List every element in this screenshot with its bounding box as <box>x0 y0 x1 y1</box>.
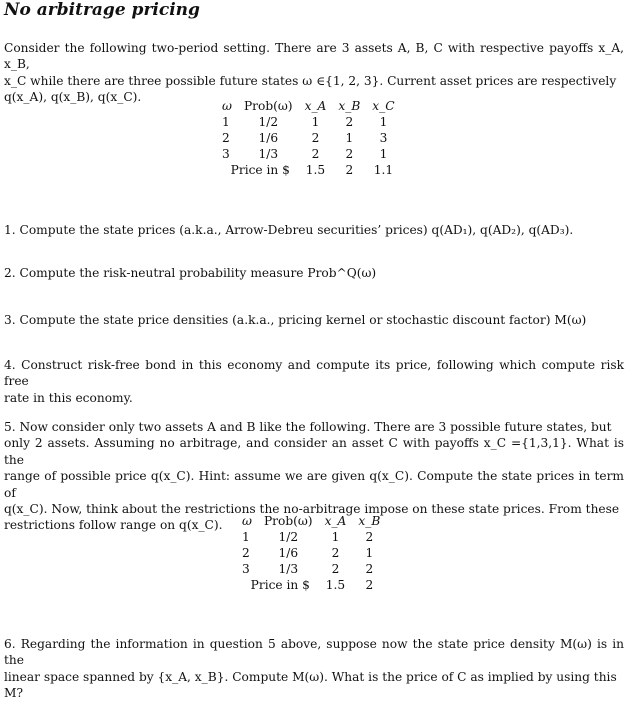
question-5-line: only 2 assets. Assuming no arbitrage, and consider an asset C with payoffs x_C ={1,3,1}. What is the <box>4 436 624 467</box>
table-row <box>242 545 386 561</box>
table-cell: 1 <box>345 131 354 145</box>
table-row <box>222 130 401 146</box>
intro-line-2: x_C while there are three possible future states ω ∈{1, 2, 3}. Current asset prices are respectively <box>4 73 617 88</box>
table-cell: 2 <box>311 131 320 145</box>
table2-header-xa: x_A <box>324 514 347 528</box>
question-6-line: M? <box>4 686 24 701</box>
table-cell: 2 <box>345 163 354 177</box>
table-cell: 2 <box>345 115 354 129</box>
question-4 <box>4 357 624 406</box>
table-row <box>222 114 401 130</box>
price-label: Price in $ <box>250 578 310 592</box>
table-cell: 2 <box>222 131 230 145</box>
table-cell: 3 <box>222 147 230 161</box>
question-2: 2. Compute the risk-neutral probability measure Prob^Q(ω) <box>4 266 377 280</box>
table-cell: 2 <box>365 562 374 576</box>
table-cell: 2 <box>331 546 340 560</box>
table-cell: 2 <box>331 562 340 576</box>
table-cell: 1.5 <box>325 578 346 592</box>
table1-header-xa: x_A <box>304 99 327 113</box>
table-cell: 1 <box>365 546 374 560</box>
table1-header-prob: Prob(ω) <box>243 99 293 113</box>
table-cell: 3 <box>242 562 250 576</box>
table-cell: 1.5 <box>305 163 326 177</box>
question-5-line: restrictions follow range on q(x_C). <box>4 518 223 533</box>
question-6-line: 6. Regarding the information in question 5 above, suppose now the state price density M(ω) is in the <box>4 637 624 668</box>
table-row <box>242 561 386 577</box>
intro-paragraph <box>4 40 624 106</box>
table-cell: 1/3 <box>258 147 279 161</box>
table-cell: 1 <box>379 115 388 129</box>
table-cell: 1 <box>242 530 250 544</box>
table2-header-prob: Prob(ω) <box>263 514 313 528</box>
question-6-line: linear space spanned by {x_A, x_B}. Compute M(ω). What is the price of C as implied by using this <box>4 669 617 684</box>
table-cell: 2 <box>345 147 354 161</box>
intro-line-3: q(x_A), q(x_B), q(x_C). <box>4 90 142 105</box>
payoff-table-1 <box>222 98 401 178</box>
table-cell: 1/2 <box>258 115 279 129</box>
table-cell: 1/3 <box>278 562 299 576</box>
question-5-line: 5. Now consider only two assets A and B like the following. There are 3 possible future states, but <box>4 420 612 434</box>
question-4-line: 4. Construct risk-free bond in this economy and compute its price, following which compute risk free <box>4 358 624 389</box>
table1-header-state: ω <box>222 99 232 113</box>
payoff-table-2 <box>242 513 386 593</box>
table-cell: 1/6 <box>258 131 279 145</box>
intro-line-1: Consider the following two-period setting. There are 3 assets A, B, C with respective payoffs x_A, x_B, <box>4 41 624 72</box>
table-cell: 2 <box>311 147 320 161</box>
table-cell: 1 <box>222 115 230 129</box>
table-price-row <box>222 162 401 178</box>
table1-header-xc: x_C <box>372 99 395 113</box>
question-5-line: q(x_C). Now, think about the restrictions the no-arbitrage impose on these state prices. From these <box>4 502 620 517</box>
table-cell: 1/2 <box>278 530 299 544</box>
table-cell: 1 <box>331 530 340 544</box>
table2-header-xb: x_B <box>358 514 381 528</box>
table1-header-xb: x_B <box>338 99 361 113</box>
question-5-line: range of possible price q(x_C). Hint: assume we are given q(x_C). Compute the state prices in term of <box>4 469 624 500</box>
question-1: 1. Compute the state prices (a.k.a., Arrow-Debreu securities’ prices) q(AD₁), q(AD₂), q(AD₃). <box>4 223 574 237</box>
table-cell: 1/6 <box>278 546 299 560</box>
table2-header-state: ω <box>242 514 252 528</box>
table-cell: 2 <box>365 530 374 544</box>
page-title: No arbitrage pricing <box>4 0 200 20</box>
table-row <box>222 146 401 162</box>
table-cell: 2 <box>242 546 250 560</box>
table-row <box>242 529 386 545</box>
table-cell: 3 <box>379 131 388 145</box>
question-6 <box>4 636 624 702</box>
question-3: 3. Compute the state price densities (a.k.a., pricing kernel or stochastic discount factor) M(ω) <box>4 313 587 327</box>
question-4-line: rate in this economy. <box>4 390 133 405</box>
table-price-row <box>242 577 386 593</box>
price-label: Price in $ <box>230 163 290 177</box>
table-cell: 2 <box>365 578 374 592</box>
table-cell: 1.1 <box>373 163 394 177</box>
table-cell: 1 <box>311 115 320 129</box>
table-cell: 1 <box>379 147 388 161</box>
